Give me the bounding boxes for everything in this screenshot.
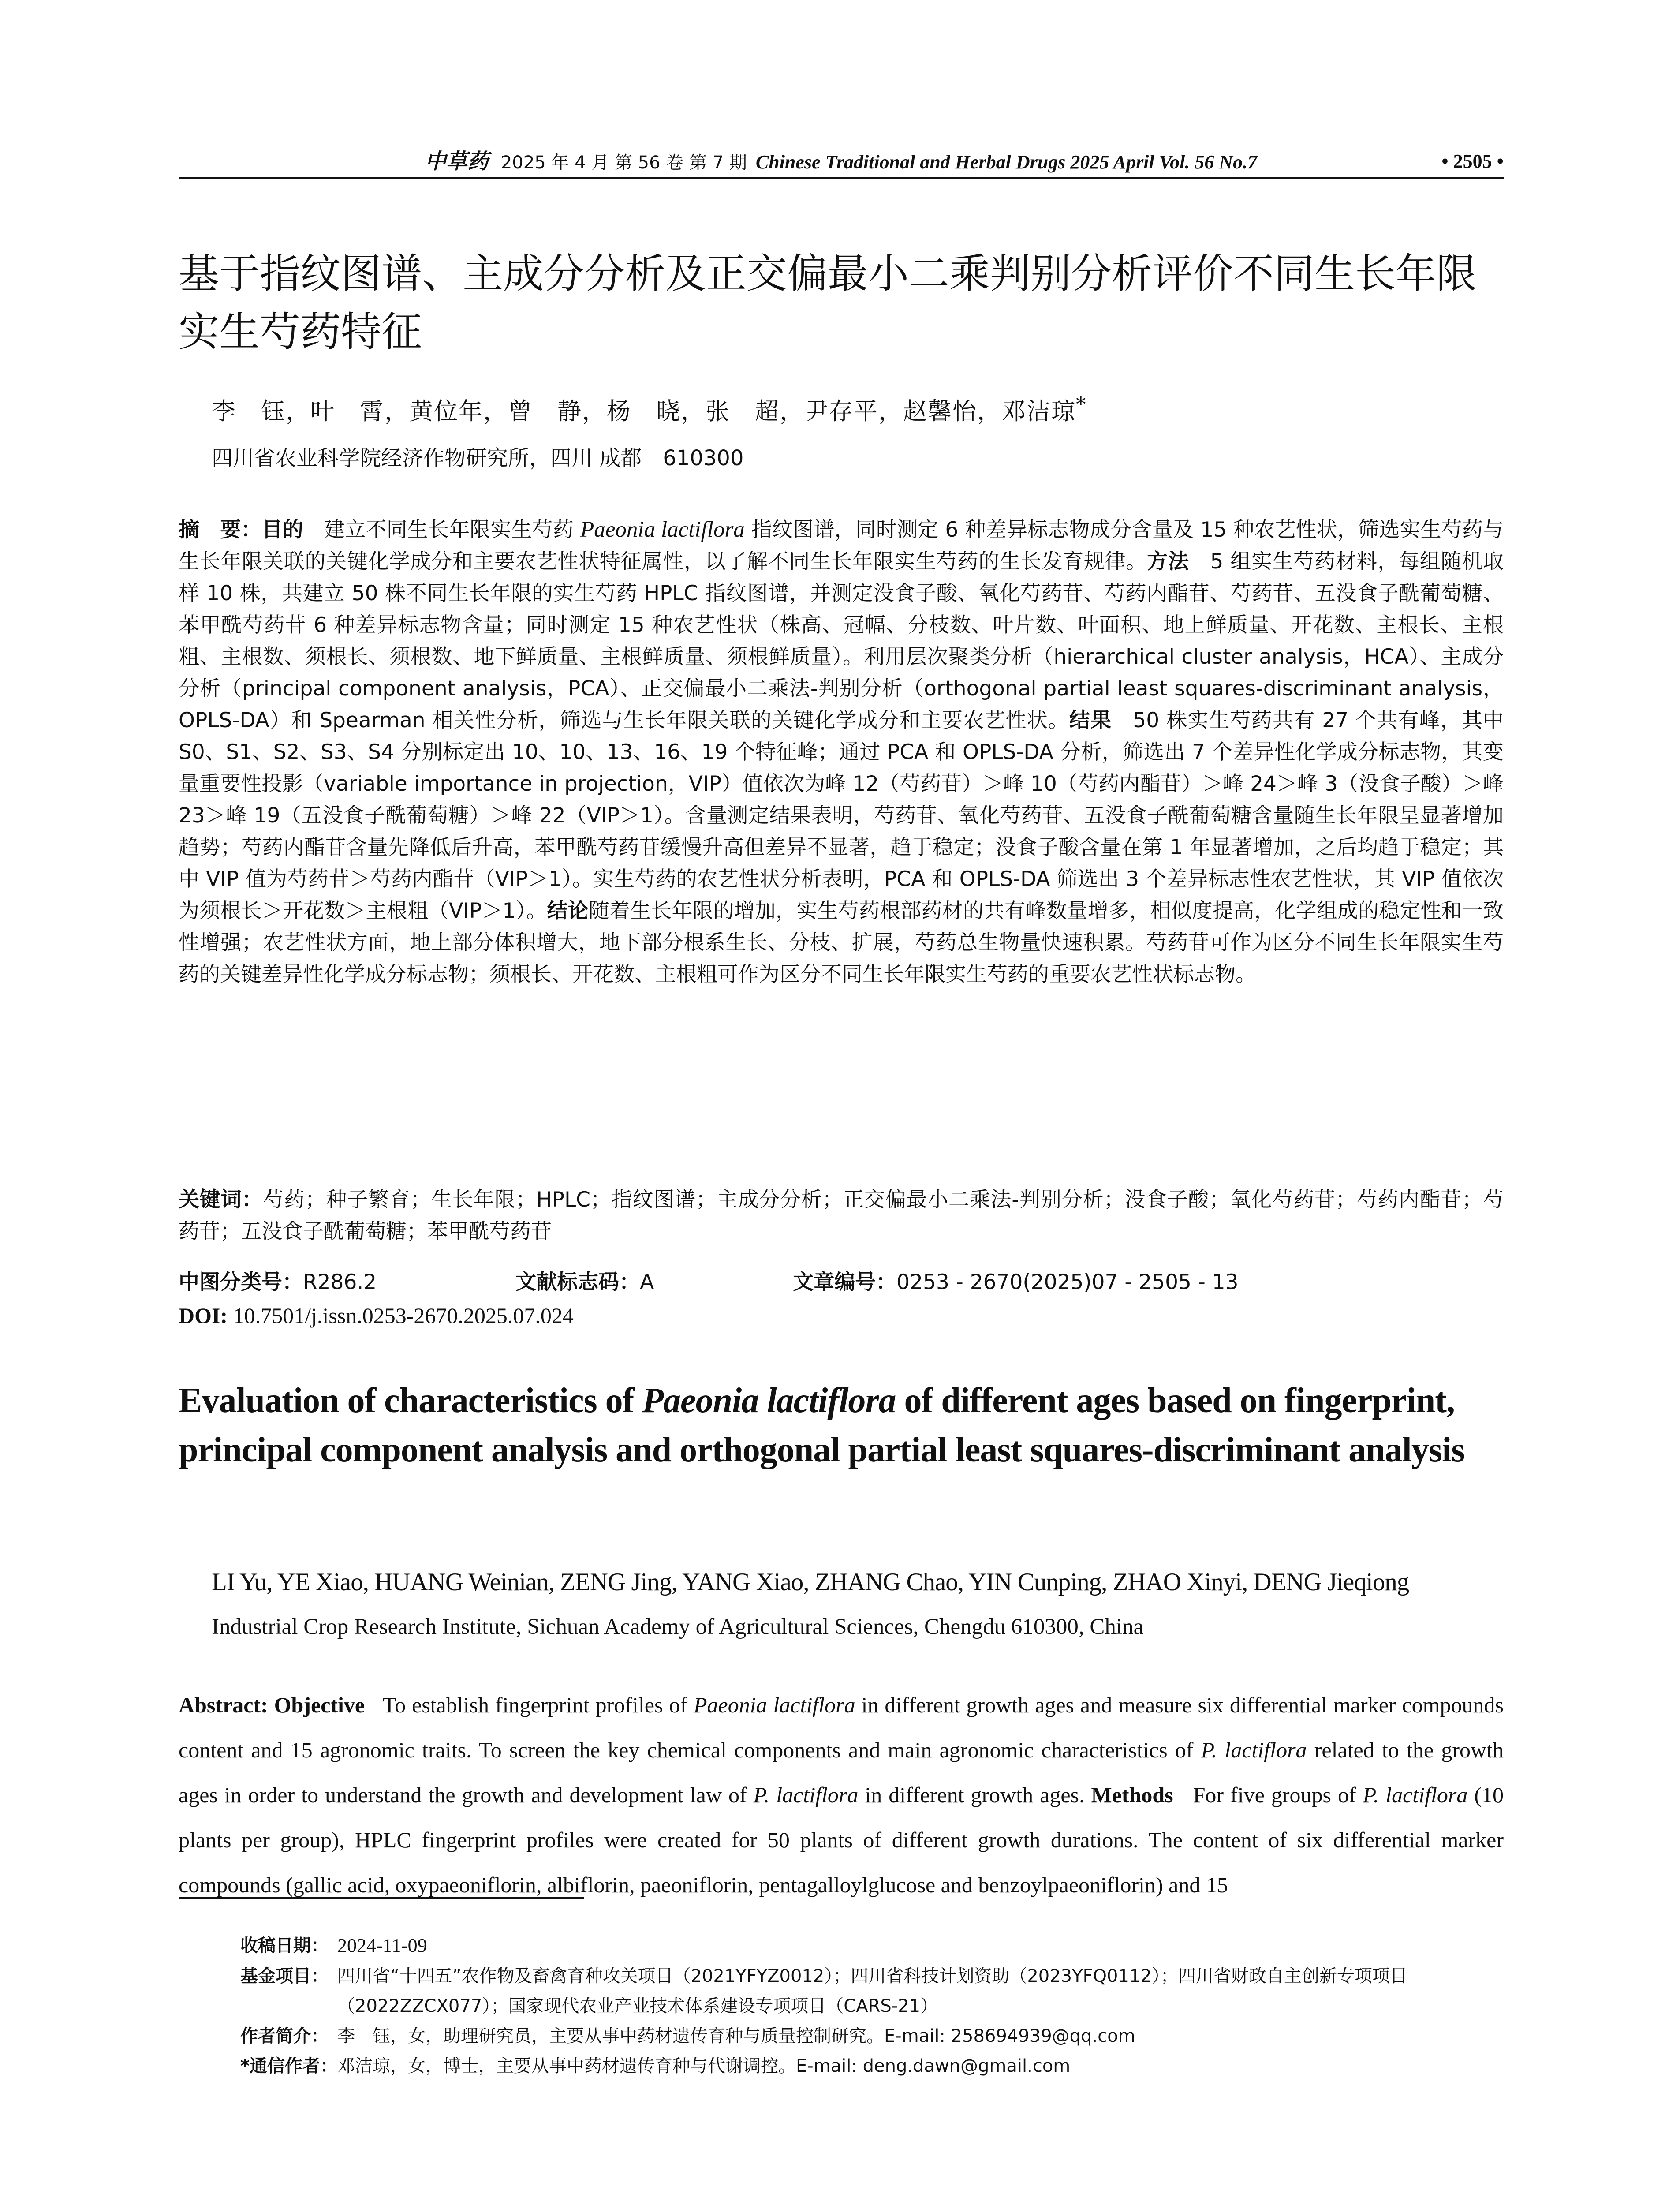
cn-title <box>179 245 1504 361</box>
en-abstract-text-2: in different growth ages and measure six differential marker compounds content and 15 agronomic traits. To screen the key chemical components and main agronomic characteristics of <box>179 1693 1504 1762</box>
cn-classification <box>179 1267 1504 1298</box>
en-methods-label: Methods <box>1091 1783 1173 1807</box>
cn-abstract-label: 摘 要： <box>179 518 262 542</box>
page-number: • 2505 • <box>1441 150 1504 172</box>
doi-line <box>179 1303 1504 1328</box>
doc-code-item <box>515 1270 720 1294</box>
clc-value: R286.2 <box>303 1270 377 1294</box>
footnotes <box>240 1931 1504 2081</box>
journal-logo: 中草药 <box>425 149 489 174</box>
cn-methods-label: 方法 <box>1147 549 1189 574</box>
en-abstract-text-3: related to the growth ages in order to understand the growth and development law of <box>179 1738 1504 1807</box>
cn-abstract <box>179 514 1504 990</box>
footnote-received <box>240 1931 1504 1961</box>
en-authors: LI Yu, YE Xiao, HUANG Weinian, ZENG Jing, YANG Xiao, ZHANG Chao, YIN Cunping, ZHAO Xinyi, DENG Jieqiong <box>212 1568 1409 1596</box>
en-abstract <box>179 1682 1504 1907</box>
cn-keywords-text: 芍药；种子繁育；生长年限；HPLC；指纹图谱；主成分分析；正交偏最小二乘法-判别分析；没食子酸；氧化芍药苷；芍药内酯苷；芍药苷；五没食子酰葡萄糖；苯甲酰芍药苷 <box>179 1188 1504 1244</box>
cn-conclusion-label: 结论 <box>547 899 589 923</box>
cn-results-text: 50 株实生芍药共有 27 个共有峰，其中 S0、S1、S2、S3、S4 分别标定出 10、10、13、16、19 个特征峰；通过 PCA 和 OPLS-DA 分析，筛选出 7 个差异性化学成分标志物，其变量重要性投影（variable importance in projection，VIP）值依次为峰 12（芍药苷）＞峰 10（芍药内酯苷）＞峰 24＞峰 3（没食子酸）＞峰 23＞峰 19（五没食子酰葡萄糖）＞峰 22（VIP＞1）。含量测定结果表明，芍药苷、氧化芍药苷、五没食子酰葡萄糖含量随生长年限呈显著增加趋势；芍药内酯苷含量先降低后升高，苯甲酰芍药苷缓慢升高但差异不显著，趋于稳定；没食子酸含量在第 1 年显著增加，之后均趋于稳定；其中 VIP 值为芍药苷＞芍药内酯苷（VIP＞1）。实生芍药的农艺性状分析表明，PCA 和 OPLS-DA 筛选出 3 个差异标志性农艺性状，其 VIP 值依次为须根长＞开花数＞主根粗（VIP＞1）。 <box>179 708 1504 923</box>
cn-conclusion-text: 随着生长年限的增加，实生芍药根部药材的共有峰数量增多，相似度提高，化学组成的稳定性和一致性增强；农艺性状方面，地上部分体积增大，地下部分根系生长、分枝、扩展，芍药总生物量快速积累。芍药苷可作为区分不同生长年限实生芍药的关键差异性化学成分标志物；须根长、开花数、主根粗可作为区分不同生长年限实生芍药的重要农艺性状标志物。 <box>179 899 1504 987</box>
en-affiliation: Industrial Crop Research Institute, Sichuan Academy of Agricultural Sciences, Chengdu 610300, China <box>212 1615 1144 1639</box>
doc-code-value: A <box>640 1270 654 1294</box>
cn-species-name: Paeonia lactiflora <box>580 517 745 542</box>
cn-methods-text: 5 组实生芍药材料，每组随机取样 10 株，共建立 50 株不同生长年限的实生芍药 HPLC 指纹图谱，并测定没食子酸、氧化芍药苷、芍药内酯苷、芍药苷、五没食子酰葡萄糖、苯甲酰芍药苷 6 种差异标志物含量；同时测定 15 种农艺性状（株高、冠幅、分枝数、叶片数、叶面积、地上鲜质量、开花数、主根长、主根粗、主根数、须根长、须根数、地下鲜质量、主根鲜质量、须根鲜质量）。利用层次聚类分析（hierarchical cluster analysis，HCA）、主成分分析（principal component analysis，PCA）、正交偏最小二乘法-判别分析（orthogonal partial least squares-discriminant analysis，OPLS-DA）和 Spearman 相关性分析，筛选与生长年限关联的关键化学成分和主要农艺性状。 <box>179 549 1504 733</box>
corresponding-label: *通信作者： <box>240 2056 338 2076</box>
en-abstract-text-5: For five groups of <box>1173 1783 1363 1807</box>
en-abstract-text-1: To establish fingerprint profiles of <box>365 1693 694 1717</box>
article-no-value: 0253 - 2670(2025)07 - 2505 - 13 <box>896 1270 1239 1294</box>
article-no-item <box>793 1270 1304 1294</box>
cn-issue-info: 2025 年 4 月 第 56 卷 第 7 期 <box>500 153 747 173</box>
clc-label: 中图分类号： <box>179 1270 303 1294</box>
cn-results-label: 结果 <box>1069 708 1112 733</box>
clc-item <box>179 1270 443 1294</box>
doi-label: DOI: <box>179 1303 228 1328</box>
en-title-part2: of different ages based on fingerprint, principal component analysis and orthogonal partial least squares-discriminant analysis <box>179 1381 1465 1469</box>
running-header-center <box>179 146 1504 179</box>
doc-code-label: 文献标志码： <box>515 1270 640 1294</box>
footnote-author <box>240 2021 1504 2051</box>
author-bio-label: 作者简介： <box>240 2026 329 2046</box>
cn-keywords-label: 关键词： <box>179 1188 263 1212</box>
author-bio-text: 李 钰，女，助理研究员，主要从事中药材遗传育种与质量控制研究。E-mail: 258694939@qq.com <box>337 2026 1135 2046</box>
received-date: 2024-11-09 <box>337 1935 427 1956</box>
en-abstract-text-4: in different growth ages. <box>858 1783 1091 1807</box>
cn-objective-text: 建立不同生长年限实生芍药 <box>303 518 581 542</box>
en-species-abbr-3: P. lactiflora <box>1363 1783 1468 1807</box>
corresponding-text: 邓洁琼，女，博士，主要从事中药材遗传育种与代谢调控。E-mail: deng.dawn@gmail.com <box>337 2056 1071 2076</box>
footnote-divider <box>179 1897 584 1899</box>
en-species-abbr-1: P. lactiflora <box>1201 1738 1307 1762</box>
en-title-part1: Evaluation of characteristics of <box>179 1381 642 1420</box>
cn-objective-text-2: 指纹图谱，同时测定 6 种差异标志物成分含量及 15 种农艺性状，筛选实生芍药与生长年限关联的关键化学成分和主要农艺性状特征属性，以了解不同生长年限实生芍药的生长发育规律。 <box>179 518 1504 574</box>
en-species-name: Paeonia lactiflora <box>693 1693 855 1717</box>
cn-objective-label: 目的 <box>261 518 303 542</box>
footnote-fund <box>240 1961 1504 2021</box>
en-title-species: Paeonia lactiflora <box>642 1381 896 1420</box>
footnote-corresponding <box>240 2051 1504 2081</box>
received-label: 收稿日期： <box>240 1936 329 1956</box>
cn-author-list: 李 钰，叶 霄，黄位年，曾 静，杨 晓，张 超，尹存平，赵馨怡，邓洁琼 <box>212 397 1076 425</box>
running-header <box>179 146 1504 179</box>
en-issue-info: Chinese Traditional and Herbal Drugs 2025 April Vol. 56 No.7 <box>755 151 1258 173</box>
cn-authors <box>212 392 1537 426</box>
doi-value: 10.7501/j.issn.0253-2670.2025.07.024 <box>228 1303 574 1328</box>
fund-text: 四川省“十四五”农作物及畜禽育种攻关项目（2021YFYZ0012）；四川省科技计划资助（2023YFQ0112）；四川省财政自主创新专项项目（2022ZZCX077）；国家现代农业产业技术体系建设专项项目（CARS-21） <box>337 1966 1407 2016</box>
en-abstract-text-6: (10 plants per group), HPLC fingerprint profiles were created for 50 plants of different growth durations. The content of six differential marker compounds (gallic acid, oxypaeoniflorin, albiflorin, paeoniflorin, pentagalloylglucose and benzoylpaeoniflorin) and 15 <box>179 1783 1504 1897</box>
corresponding-mark: * <box>1076 392 1087 416</box>
cn-title-line1: 基于指纹图谱、主成分分析及正交偏最小二乘判别分析评价不同生长年限 <box>179 250 1477 297</box>
en-title <box>179 1376 1504 1475</box>
cn-keywords <box>179 1184 1504 1248</box>
article-no-label: 文章编号： <box>793 1270 897 1294</box>
cn-affiliation: 四川省农业科学院经济作物研究所，四川 成都 610300 <box>212 446 744 471</box>
cn-title-line2: 实生芍药特征 <box>179 308 422 355</box>
en-abstract-label: Abstract: Objective <box>179 1693 365 1717</box>
en-species-abbr-2: P. lactiflora <box>753 1783 859 1807</box>
fund-label: 基金项目： <box>240 1966 329 1986</box>
